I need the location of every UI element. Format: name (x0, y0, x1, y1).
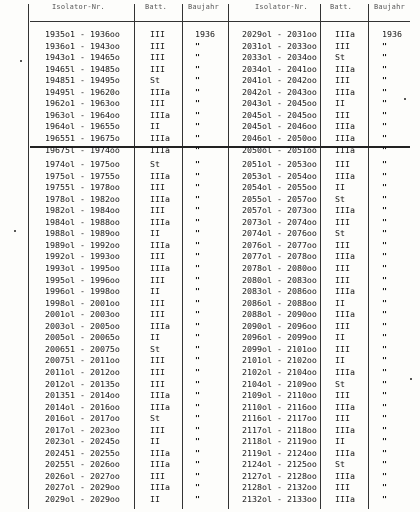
right-batt-cell: IIIa (335, 121, 355, 132)
left-isolator-range-cell: 2012ol - 20135o (45, 378, 120, 389)
table-row (0, 458, 420, 470)
right-batt-cell: IIIa (335, 251, 355, 262)
header-batt-right: Batt. (330, 3, 353, 11)
left-baujahr-cell: " (195, 216, 200, 227)
left-baujahr-cell: " (195, 193, 200, 204)
scan-speck (20, 60, 22, 62)
left-isolator-range-cell: 1995ol - 1996oo (45, 274, 120, 285)
right-isolator-range-cell: 2045ol - 2045oo (242, 109, 317, 120)
left-baujahr-cell: 1936 (195, 29, 215, 39)
table-row (0, 493, 420, 505)
scan-speck (404, 98, 406, 100)
left-baujahr-cell: " (195, 75, 200, 86)
left-baujahr-cell: " (195, 482, 200, 493)
table-row (0, 320, 420, 332)
right-batt-cell: IIIa (335, 401, 355, 412)
left-batt-cell: III (150, 297, 165, 308)
left-batt-cell: St (150, 159, 160, 170)
right-batt-cell: III (335, 413, 350, 424)
right-isolator-range-cell: 2099ol - 2101oo (242, 343, 317, 354)
left-baujahr-cell: " (195, 98, 200, 109)
right-isolator-range-cell: 2076ol - 2077oo (242, 239, 317, 250)
left-batt-cell: IIIa (150, 320, 170, 331)
header-batt-left: Batt. (145, 3, 168, 11)
right-baujahr-cell: " (382, 98, 387, 109)
table-row (0, 274, 420, 286)
left-batt-cell: II (150, 494, 160, 504)
left-batt-cell: II (150, 286, 160, 297)
left-batt-cell: II (150, 121, 160, 132)
right-isolator-range-cell: 2054ol - 2055oo (242, 182, 317, 193)
left-isolator-range-cell: 1982ol - 1984oo (45, 205, 120, 216)
left-isolator-range-cell: 20255l - 2026oo (45, 459, 120, 470)
right-isolator-range-cell: 2128ol - 2132oo (242, 482, 317, 493)
left-isolator-range-cell: 200651 - 20075o (45, 343, 120, 354)
right-baujahr-cell: " (382, 75, 387, 86)
table-row (0, 86, 420, 98)
left-isolator-range-cell: 1974ol - 1975oo (45, 159, 120, 170)
right-isolator-range-cell: 2034ol - 2041oo (242, 63, 317, 74)
right-batt-cell: IIIa (335, 170, 355, 181)
right-batt-cell: IIIa (335, 286, 355, 297)
left-baujahr-cell: " (195, 170, 200, 181)
header-baujahr-right: Baujahr (374, 3, 405, 11)
right-baujahr-cell: " (382, 274, 387, 285)
right-isolator-range-cell: 2051ol - 2053oo (242, 159, 317, 170)
left-baujahr-cell: " (195, 436, 200, 447)
right-batt-cell: IIIa (335, 447, 355, 458)
left-batt-cell: II (150, 332, 160, 343)
left-isolator-range-cell: 2027ol - 2029oo (45, 482, 120, 493)
left-isolator-range-cell: 1964ol - 19655o (45, 121, 120, 132)
left-baujahr-cell: " (195, 121, 200, 132)
left-batt-cell: IIIa (150, 482, 170, 493)
table-row (0, 239, 420, 251)
left-batt-cell: IIIa (150, 263, 170, 273)
right-baujahr-cell: " (382, 343, 387, 354)
right-batt-cell: IIIa (335, 144, 355, 155)
right-isolator-range-cell: 2057ol - 2073oo (242, 205, 317, 216)
left-isolator-range-cell: 1935o1 - 1936oo (45, 29, 120, 39)
left-batt-cell: III (150, 309, 165, 320)
left-baujahr-cell: " (195, 263, 200, 273)
left-baujahr-cell: " (195, 424, 200, 435)
left-baujahr-cell: " (195, 86, 200, 97)
right-baujahr-cell: " (382, 205, 387, 216)
left-isolator-range-cell: 201351 - 2014oo (45, 390, 120, 401)
right-isolator-range-cell: 2119ol - 2124oo (242, 447, 317, 458)
table-row (0, 401, 420, 413)
right-batt-cell: II (335, 436, 345, 447)
left-baujahr-cell: " (195, 239, 200, 250)
right-batt-cell: IIIa (335, 309, 355, 320)
right-batt-cell: St (335, 193, 345, 204)
table-row (0, 28, 420, 40)
right-baujahr-cell: " (382, 132, 387, 143)
left-batt-cell: IIIa (150, 239, 170, 250)
table-row (0, 366, 420, 378)
right-baujahr-cell: " (382, 216, 387, 227)
left-batt-cell: IIIa (150, 109, 170, 120)
left-isolator-range-cell: 1989ol - 1992oo (45, 239, 120, 250)
table-row (0, 158, 420, 170)
right-batt-cell: St (335, 459, 345, 470)
right-isolator-range-cell: 2096ol - 2099oo (242, 332, 317, 343)
left-baujahr-cell: " (195, 205, 200, 216)
right-isolator-range-cell: 2080ol - 2083oo (242, 274, 317, 285)
left-baujahr-cell: " (195, 378, 200, 389)
left-isolator-range-cell: 1936o1 - 1943oo (45, 40, 120, 51)
left-baujahr-cell: " (195, 274, 200, 285)
left-isolator-range-cell: 194851 - 19495o (45, 75, 120, 86)
left-batt-cell: III (150, 63, 165, 74)
left-isolator-range-cell: 19755l - 1978oo (45, 182, 120, 193)
right-isolator-range-cell: 2045ol - 2046oo (242, 121, 317, 132)
left-isolator-range-cell: 19465l - 19485o (45, 63, 120, 74)
table-row (0, 250, 420, 262)
right-batt-cell: II (335, 182, 345, 193)
left-isolator-range-cell: 2005ol - 20065o (45, 332, 120, 343)
table-row (0, 204, 420, 216)
right-isolator-range-cell: 2046ol - 2050oo (242, 132, 317, 143)
table-row (0, 378, 420, 390)
right-baujahr-cell: " (382, 470, 387, 481)
right-isolator-range-cell: 2083ol - 2086oo (242, 286, 317, 297)
left-isolator-range-cell: 1984ol - 1988oo (45, 216, 120, 227)
right-batt-cell: III (335, 343, 350, 354)
header-isolator-nr-left: Isolator-Nr. (52, 3, 105, 11)
left-baujahr-cell: " (195, 413, 200, 424)
left-isolator-range-cell: 2017ol - 2023oo (45, 424, 120, 435)
right-baujahr-cell: " (382, 182, 387, 193)
left-isolator-range-cell: 19495l - 19620o (45, 86, 120, 97)
table-row (0, 132, 420, 144)
right-batt-cell: II (335, 332, 345, 343)
right-batt-cell: III (335, 75, 350, 86)
header-isolator-nr-right: Isolator-Nr. (255, 3, 308, 11)
left-isolator-range-cell: 19675l - 1974oo (45, 144, 120, 155)
right-batt-cell: III (335, 40, 350, 51)
right-batt-cell: IIIa (335, 470, 355, 481)
table-row (0, 481, 420, 493)
right-batt-cell: III (335, 482, 350, 493)
right-isolator-range-cell: 2124ol - 2125oo (242, 459, 317, 470)
left-batt-cell: III (150, 52, 165, 63)
left-baujahr-cell: " (195, 297, 200, 308)
left-isolator-range-cell: 1998ol - 2001oo (45, 297, 120, 308)
left-isolator-range-cell: 196551 - 19675o (45, 132, 120, 143)
table-row (0, 308, 420, 320)
left-batt-cell: IIIa (150, 132, 170, 143)
right-isolator-range-cell: 2109ol - 2110oo (242, 390, 317, 401)
left-baujahr-cell: " (195, 332, 200, 343)
left-batt-cell: St (150, 75, 160, 86)
table-row (0, 144, 420, 156)
right-batt-cell: St (335, 52, 345, 63)
right-baujahr-cell: " (382, 193, 387, 204)
right-batt-cell: III (335, 216, 350, 227)
table-row (0, 181, 420, 193)
scan-speck (14, 230, 16, 232)
left-batt-cell: III (150, 378, 165, 389)
left-batt-cell: III (150, 470, 165, 481)
left-baujahr-cell: " (195, 144, 200, 155)
left-isolator-range-cell: 2016ol - 2017oo (45, 413, 120, 424)
right-isolator-range-cell: 2074ol - 2076oo (242, 228, 317, 239)
left-batt-cell: III (150, 40, 165, 51)
left-batt-cell: III (150, 355, 165, 366)
left-batt-cell: III (150, 182, 165, 193)
left-baujahr-cell: " (195, 182, 200, 193)
left-batt-cell: IIIa (150, 170, 170, 181)
right-isolator-range-cell: 2042ol - 2043oo (242, 86, 317, 97)
right-isolator-range-cell: 2104ol - 2109oo (242, 378, 317, 389)
right-baujahr-cell: " (382, 52, 387, 63)
right-batt-cell: III (335, 390, 350, 401)
right-baujahr-cell: " (382, 263, 387, 273)
right-baujahr-cell: " (382, 286, 387, 297)
right-isolator-range-cell: 2132ol - 2133oo (242, 494, 317, 504)
right-batt-cell: II (335, 98, 345, 109)
right-baujahr-cell: " (382, 378, 387, 389)
right-baujahr-cell: 1936 (382, 29, 402, 39)
left-baujahr-cell: " (195, 390, 200, 401)
left-batt-cell: II (150, 228, 160, 239)
right-batt-cell: IIIa (335, 29, 355, 39)
left-batt-cell: IIIa (150, 390, 170, 401)
left-isolator-range-cell: 1988ol - 1989oo (45, 228, 120, 239)
left-batt-cell: IIIa (150, 86, 170, 97)
table-row (0, 424, 420, 436)
table-row (0, 285, 420, 297)
right-baujahr-cell: " (382, 144, 387, 155)
right-isolator-range-cell: 2077ol - 2078oo (242, 251, 317, 262)
right-isolator-range-cell: 2031ol - 2033oo (242, 40, 317, 51)
table-row (0, 97, 420, 109)
right-baujahr-cell: " (382, 63, 387, 74)
left-baujahr-cell: " (195, 470, 200, 481)
right-batt-cell: IIIa (335, 63, 355, 74)
table-row (0, 120, 420, 132)
right-batt-cell: III (335, 320, 350, 331)
right-baujahr-cell: " (382, 424, 387, 435)
right-batt-cell: IIIa (335, 366, 355, 377)
right-baujahr-cell: " (382, 447, 387, 458)
table-row (0, 435, 420, 447)
right-isolator-range-cell: 2050ol - 2051oo (242, 144, 317, 155)
right-batt-cell: III (335, 109, 350, 120)
table-row (0, 63, 420, 75)
left-isolator-range-cell: 2014ol - 2016oo (45, 401, 120, 412)
right-batt-cell: III (335, 274, 350, 285)
left-baujahr-cell: " (195, 459, 200, 470)
right-batt-cell: IIIa (335, 86, 355, 97)
right-baujahr-cell: " (382, 170, 387, 181)
left-baujahr-cell: " (195, 52, 200, 63)
left-batt-cell: III (150, 29, 165, 39)
right-batt-cell: II (335, 297, 345, 308)
left-isolator-range-cell: 1943o1 - 19465o (45, 52, 120, 63)
left-isolator-range-cell: 2001ol - 2003oo (45, 309, 120, 320)
left-baujahr-cell: " (195, 320, 200, 331)
right-batt-cell: III (335, 239, 350, 250)
right-batt-cell: IIIa (335, 132, 355, 143)
right-isolator-range-cell: 2118ol - 2119oo (242, 436, 317, 447)
header-baujahr-left: Baujahr (188, 3, 219, 11)
table-row (0, 109, 420, 121)
right-batt-cell: IIIa (335, 424, 355, 435)
right-batt-cell: St (335, 378, 345, 389)
left-batt-cell: III (150, 366, 165, 377)
left-batt-cell: St (150, 343, 160, 354)
left-isolator-range-cell: 202451 - 20255o (45, 447, 120, 458)
right-batt-cell: St (335, 228, 345, 239)
right-baujahr-cell: " (382, 390, 387, 401)
right-baujahr-cell: " (382, 251, 387, 262)
right-isolator-range-cell: 2101ol - 2102oo (242, 355, 317, 366)
table-row (0, 193, 420, 205)
right-batt-cell: II (335, 355, 345, 366)
left-isolator-range-cell: 2011ol - 2012oo (45, 366, 120, 377)
left-isolator-range-cell: 2003ol - 2005oo (45, 320, 120, 331)
right-isolator-range-cell: 2073ol - 2074oo (242, 216, 317, 227)
left-batt-cell: IIIa (150, 447, 170, 458)
left-baujahr-cell: " (195, 355, 200, 366)
left-baujahr-cell: " (195, 132, 200, 143)
left-isolator-range-cell: 1996ol - 1998oo (45, 286, 120, 297)
table-row (0, 262, 420, 274)
right-isolator-range-cell: 2078ol - 2080oo (242, 263, 317, 273)
right-baujahr-cell: " (382, 332, 387, 343)
left-batt-cell: IIIa (150, 216, 170, 227)
table-row (0, 51, 420, 63)
table-row (0, 470, 420, 482)
table-row (0, 343, 420, 355)
right-baujahr-cell: " (382, 436, 387, 447)
left-isolator-range-cell: 1962o1 - 1963oo (45, 98, 120, 109)
right-isolator-range-cell: 2102ol - 2104oo (242, 366, 317, 377)
right-baujahr-cell: " (382, 494, 387, 504)
right-baujahr-cell: " (382, 297, 387, 308)
table-row (0, 412, 420, 424)
table-row (0, 40, 420, 52)
left-baujahr-cell: " (195, 228, 200, 239)
right-baujahr-cell: " (382, 40, 387, 51)
right-isolator-range-cell: 2110ol - 2116oo (242, 401, 317, 412)
left-batt-cell: III (150, 205, 165, 216)
right-isolator-range-cell: 2029ol - 2031oo (242, 29, 317, 39)
right-isolator-range-cell: 2090ol - 2096oo (242, 320, 317, 331)
left-isolator-range-cell: 2023ol - 20245o (45, 436, 120, 447)
right-baujahr-cell: " (382, 228, 387, 239)
table-row (0, 447, 420, 459)
right-baujahr-cell: " (382, 320, 387, 331)
table-row (0, 389, 420, 401)
left-batt-cell: II (150, 436, 160, 447)
left-isolator-range-cell: 1992ol - 1993oo (45, 251, 120, 262)
table-row (0, 297, 420, 309)
left-batt-cell: IIIa (150, 144, 170, 155)
right-baujahr-cell: " (382, 413, 387, 424)
right-isolator-range-cell: 2117ol - 2118oo (242, 424, 317, 435)
left-baujahr-cell: " (195, 286, 200, 297)
right-isolator-range-cell: 2055ol - 2057oo (242, 193, 317, 204)
right-baujahr-cell: " (382, 459, 387, 470)
left-baujahr-cell: " (195, 343, 200, 354)
right-batt-cell: IIIa (335, 494, 355, 504)
right-batt-cell: IIIa (335, 205, 355, 216)
left-baujahr-cell: " (195, 63, 200, 74)
left-baujahr-cell: " (195, 109, 200, 120)
left-isolator-range-cell: 1978ol - 1982oo (45, 193, 120, 204)
left-batt-cell: IIIa (150, 459, 170, 470)
right-baujahr-cell: " (382, 401, 387, 412)
right-baujahr-cell: " (382, 239, 387, 250)
right-batt-cell: III (335, 159, 350, 170)
right-isolator-range-cell: 2127ol - 2128oo (242, 470, 317, 481)
left-batt-cell: IIIa (150, 193, 170, 204)
table-row (0, 74, 420, 86)
right-baujahr-cell: " (382, 86, 387, 97)
right-isolator-range-cell: 2033ol - 2034oo (242, 52, 317, 63)
right-baujahr-cell: " (382, 159, 387, 170)
left-batt-cell: III (150, 251, 165, 262)
right-baujahr-cell: " (382, 366, 387, 377)
table-row (0, 170, 420, 182)
right-isolator-range-cell: 2053ol - 2054oo (242, 170, 317, 181)
right-baujahr-cell: " (382, 482, 387, 493)
right-isolator-range-cell: 2088ol - 2090oo (242, 309, 317, 320)
left-isolator-range-cell: 1993ol - 1995oo (45, 263, 120, 273)
left-batt-cell: III (150, 424, 165, 435)
left-isolator-range-cell: 20075l - 2011oo (45, 355, 120, 366)
right-isolator-range-cell: 2086ol - 2088oo (242, 297, 317, 308)
right-baujahr-cell: " (382, 309, 387, 320)
table-row (0, 227, 420, 239)
left-baujahr-cell: " (195, 40, 200, 51)
left-isolator-range-cell: 1963ol - 1964oo (45, 109, 120, 120)
header-rule (30, 21, 410, 22)
right-isolator-range-cell: 2043ol - 2045oo (242, 98, 317, 109)
table-row (0, 216, 420, 228)
left-batt-cell: III (150, 98, 165, 109)
left-isolator-range-cell: 2029ol - 2029oo (45, 494, 120, 504)
left-batt-cell: III (150, 274, 165, 285)
left-baujahr-cell: " (195, 366, 200, 377)
left-baujahr-cell: " (195, 251, 200, 262)
left-baujahr-cell: " (195, 401, 200, 412)
right-baujahr-cell: " (382, 109, 387, 120)
table-row (0, 354, 420, 366)
left-isolator-range-cell: 2026ol - 2027oo (45, 470, 120, 481)
left-baujahr-cell: " (195, 159, 200, 170)
scan-speck (410, 378, 412, 380)
right-batt-cell: III (335, 263, 350, 273)
right-isolator-range-cell: 2041ol - 2042oo (242, 75, 317, 86)
left-isolator-range-cell: 1975ol - 19755o (45, 170, 120, 181)
left-batt-cell: IIIa (150, 401, 170, 412)
right-baujahr-cell: " (382, 355, 387, 366)
left-baujahr-cell: " (195, 447, 200, 458)
left-baujahr-cell: " (195, 309, 200, 320)
right-baujahr-cell: " (382, 121, 387, 132)
right-isolator-range-cell: 2116ol - 2117oo (242, 413, 317, 424)
table-row (0, 331, 420, 343)
left-baujahr-cell: " (195, 494, 200, 504)
left-batt-cell: St (150, 413, 160, 424)
